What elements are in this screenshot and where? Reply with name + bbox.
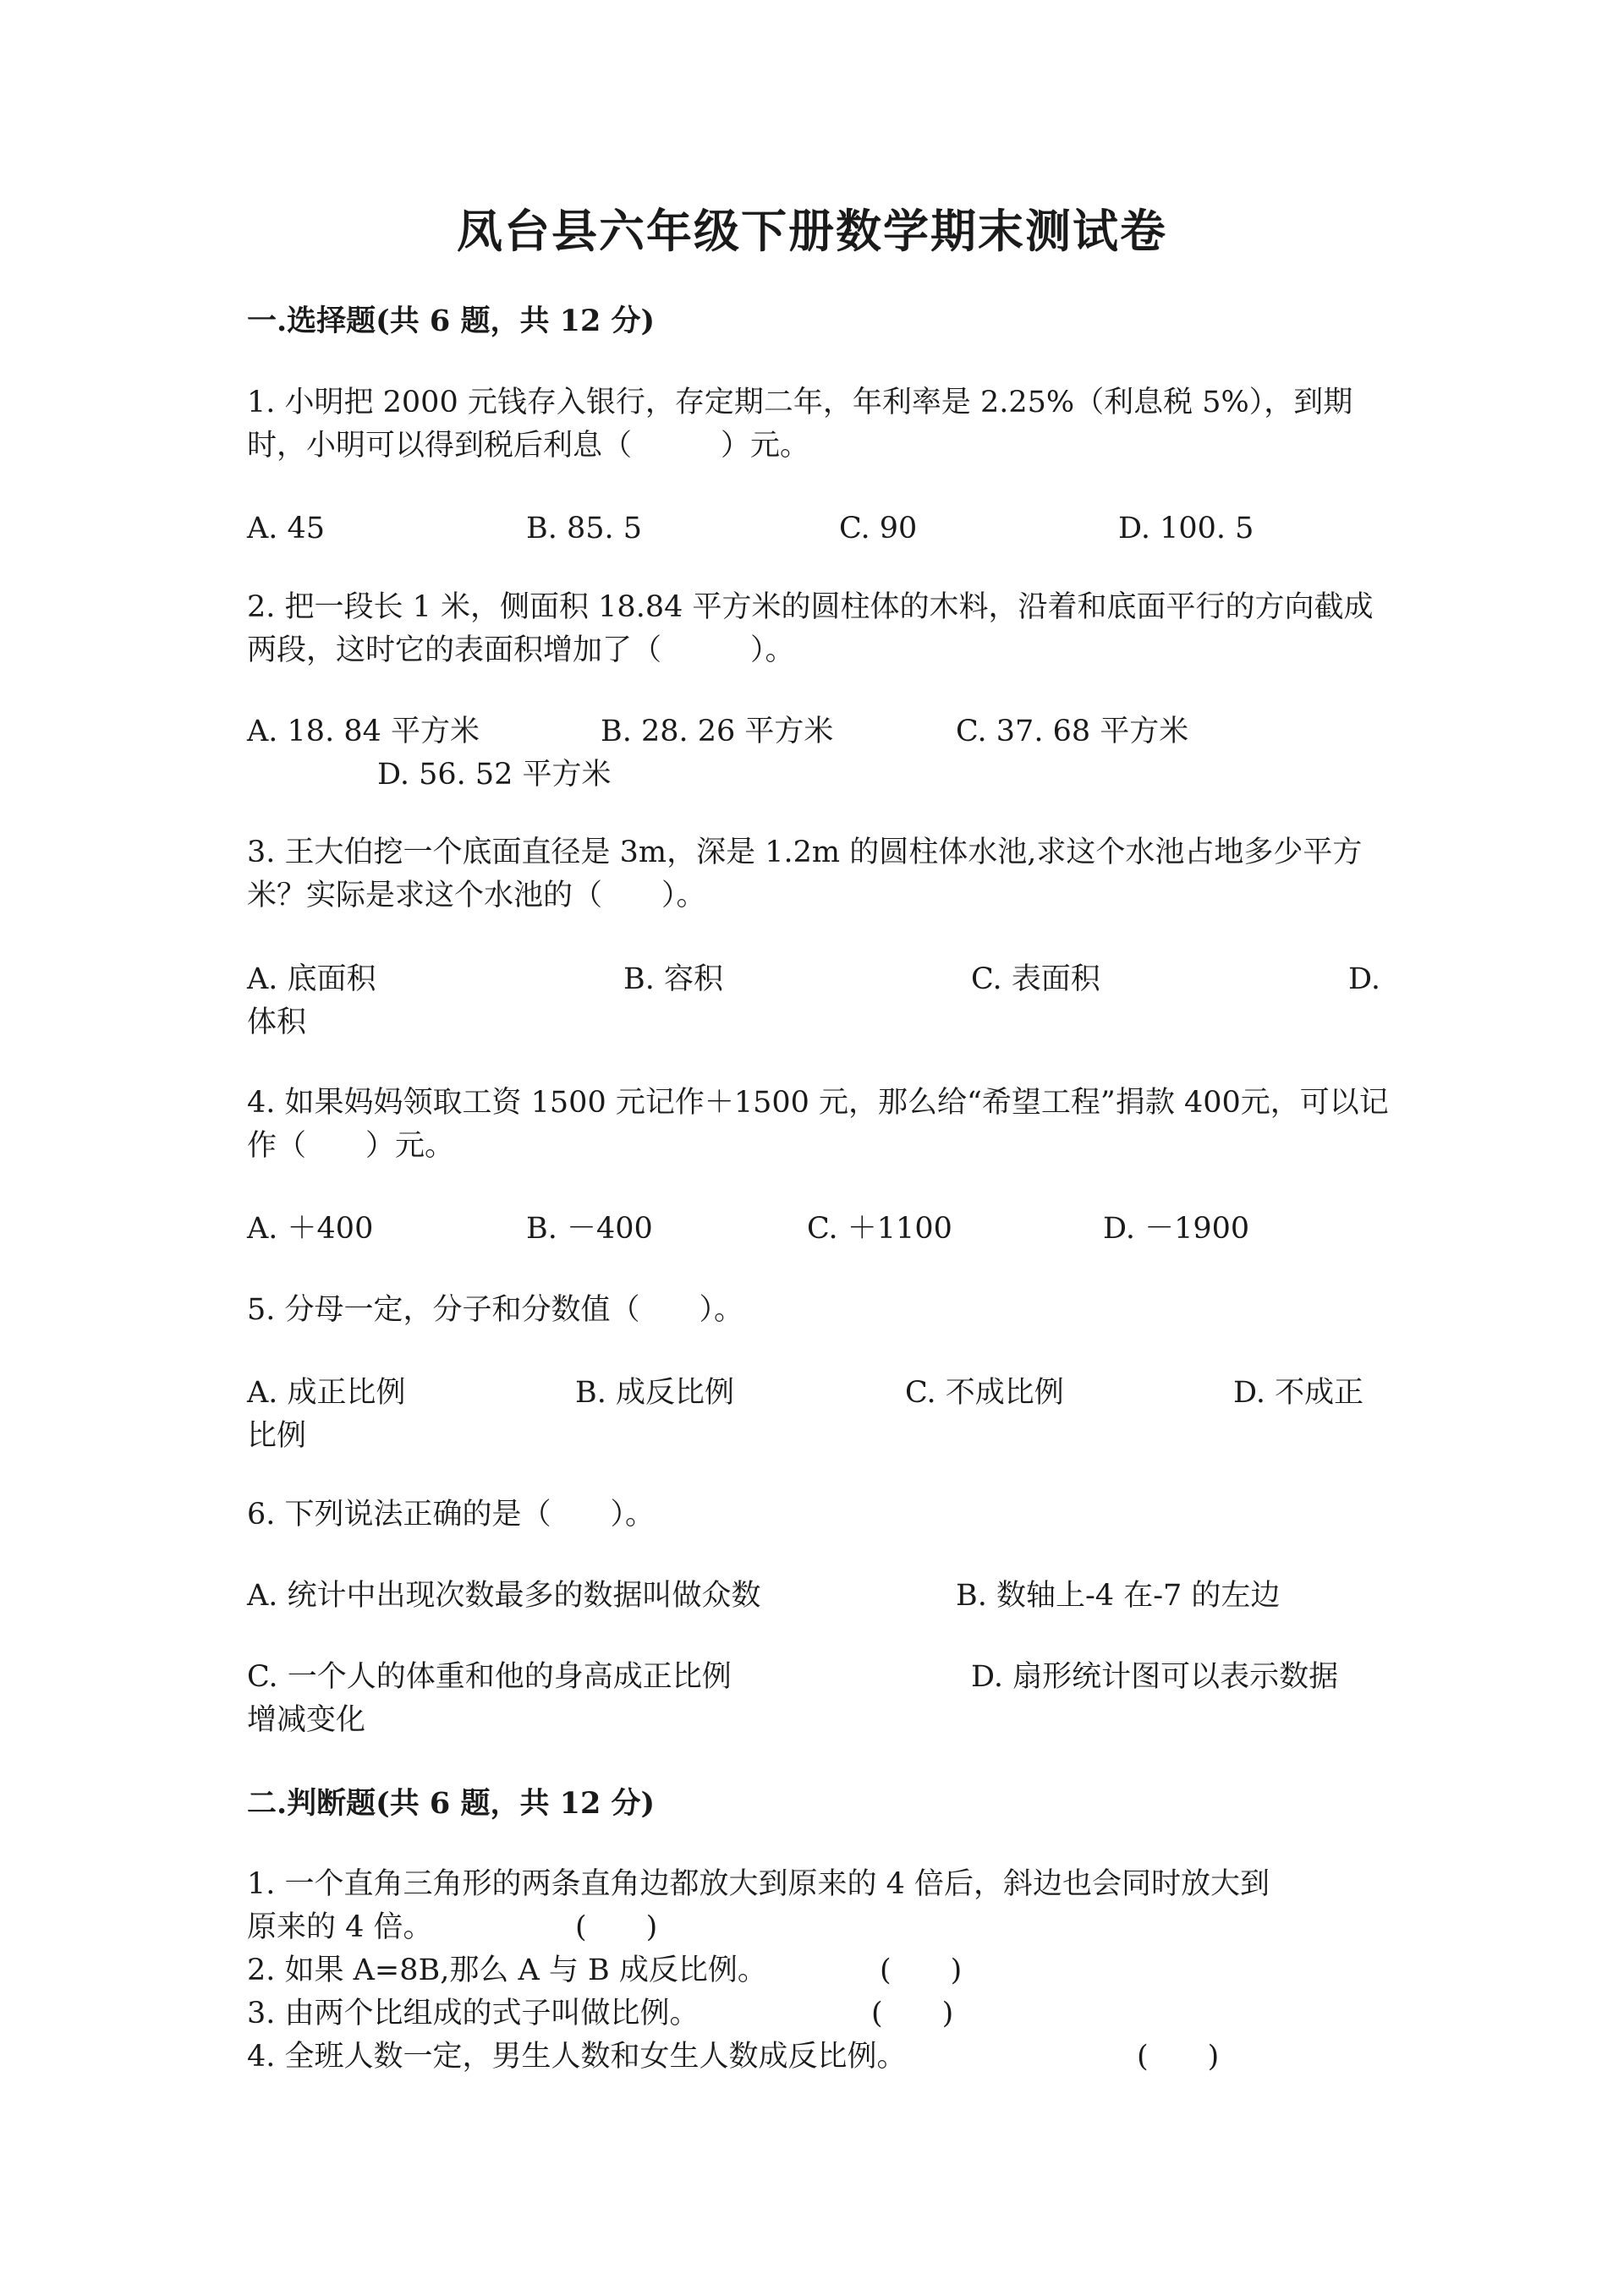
options-row-2 xyxy=(247,710,1389,753)
option-b[interactable]: B. 成反比例 xyxy=(575,1376,734,1410)
judgement-1: 1. 一个直角三角形的两条直角边都放大到原来的 4 倍后，斜边也会同时放大到 xyxy=(247,1867,1270,1901)
option-c[interactable]: C. 不成比例 xyxy=(905,1376,1064,1410)
option-a[interactable]: A. 成正比例 xyxy=(247,1376,406,1410)
option-d[interactable]: D. 100. 5 xyxy=(1118,512,1254,545)
question-2: 2. 把一段长 1 米，侧面积 18.84 平方米的圆柱体的木料，沿着和底面平行的方向截成两段，这时它的表面积增加了（ ）。 xyxy=(247,590,1374,667)
question-3: 3. 王大伯挖一个底面直径是 3m，深是 1.2m 的圆柱体水池,求这个水池占地多少平方米？实际是求这个水池的（ ）。 xyxy=(247,836,1363,912)
option-d[interactable]: D. 扇形统计图可以表示数据 xyxy=(971,1660,1339,1694)
question-1: 1. 小明把 2000 元钱存入银行，存定期二年，年利率是 2.25%（利息税 5%），到期时，小明可以得到税后利息（ ）元。 xyxy=(247,386,1353,463)
option-d[interactable]: D. －1900 xyxy=(1103,1212,1250,1246)
section-heading-choice: 一.选择题(共 6 题，共 12 分) xyxy=(247,304,656,338)
answer-parentheses-3[interactable]: ( ) xyxy=(871,1997,954,2030)
judgement-1-continued: 原来的 4 倍。 xyxy=(247,1910,433,1944)
option-a[interactable]: A. 底面积 xyxy=(247,962,376,996)
option-b[interactable]: B. 28. 26 平方米 xyxy=(601,715,834,748)
question-5: 5. 分母一定，分子和分数值（ ）。 xyxy=(247,1293,744,1327)
option-c[interactable]: C. 37. 68 平方米 xyxy=(956,715,1189,748)
option-a[interactable]: A. 45 xyxy=(247,512,326,545)
options-row-1 xyxy=(247,507,1389,551)
option-d[interactable]: D. 56. 52 平方米 xyxy=(377,758,612,792)
option-c[interactable]: C. 90 xyxy=(839,512,918,545)
option-b[interactable]: B. 容积 xyxy=(623,962,723,996)
judgement-4: 4. 全班人数一定，男生人数和女生人数成反比例。 xyxy=(247,2040,907,2074)
judgement-2: 2. 如果 A=8B,那么 A 与 B 成反比例。 xyxy=(247,1954,767,1987)
answer-parentheses-4[interactable]: ( ) xyxy=(1137,2040,1220,2074)
options-row-6a xyxy=(247,1575,1389,1618)
answer-parentheses-1[interactable]: ( ) xyxy=(575,1910,658,1944)
option-d[interactable]: D. 不成正 xyxy=(1233,1376,1364,1410)
options-row-4 xyxy=(247,1208,1389,1251)
judgement-3: 3. 由两个比组成的式子叫做比例。 xyxy=(247,1997,700,2030)
option-d-continued: 比例 xyxy=(247,1419,307,1453)
option-c[interactable]: C. 一个人的体重和他的身高成正比例 xyxy=(247,1660,732,1694)
options-row-3 xyxy=(247,958,1389,1001)
option-d-continued: 增减变化 xyxy=(247,1703,366,1737)
option-c[interactable]: C. ＋1100 xyxy=(807,1212,952,1246)
option-b[interactable]: B. 数轴上-4 在-7 的左边 xyxy=(956,1579,1281,1613)
option-a[interactable]: A. ＋400 xyxy=(247,1212,374,1246)
question-4: 4. 如果妈妈领取工资 1500 元记作＋1500 元，那么给“希望工程”捐款 400元，可以记作（ ）元。 xyxy=(247,1086,1389,1163)
option-c[interactable]: C. 表面积 xyxy=(971,962,1100,996)
answer-parentheses-2[interactable]: ( ) xyxy=(880,1954,963,1987)
option-b[interactable]: B. －400 xyxy=(526,1212,653,1246)
question-6: 6. 下列说法正确的是（ ）。 xyxy=(247,1498,656,1532)
section-heading-judgement: 二.判断题(共 6 题，共 12 分) xyxy=(247,1786,656,1821)
options-row-6b xyxy=(247,1656,1389,1699)
option-a[interactable]: A. 统计中出现次数最多的数据叫做众数 xyxy=(247,1579,761,1613)
exam-title: 凤台县六年级下册数学期末测试卷 xyxy=(457,204,1167,258)
option-d[interactable]: D. xyxy=(1348,962,1380,996)
option-d-continued: 体积 xyxy=(247,1006,307,1039)
option-a[interactable]: A. 18. 84 平方米 xyxy=(247,715,480,748)
options-row-5 xyxy=(247,1372,1389,1415)
option-b[interactable]: B. 85. 5 xyxy=(526,512,643,545)
